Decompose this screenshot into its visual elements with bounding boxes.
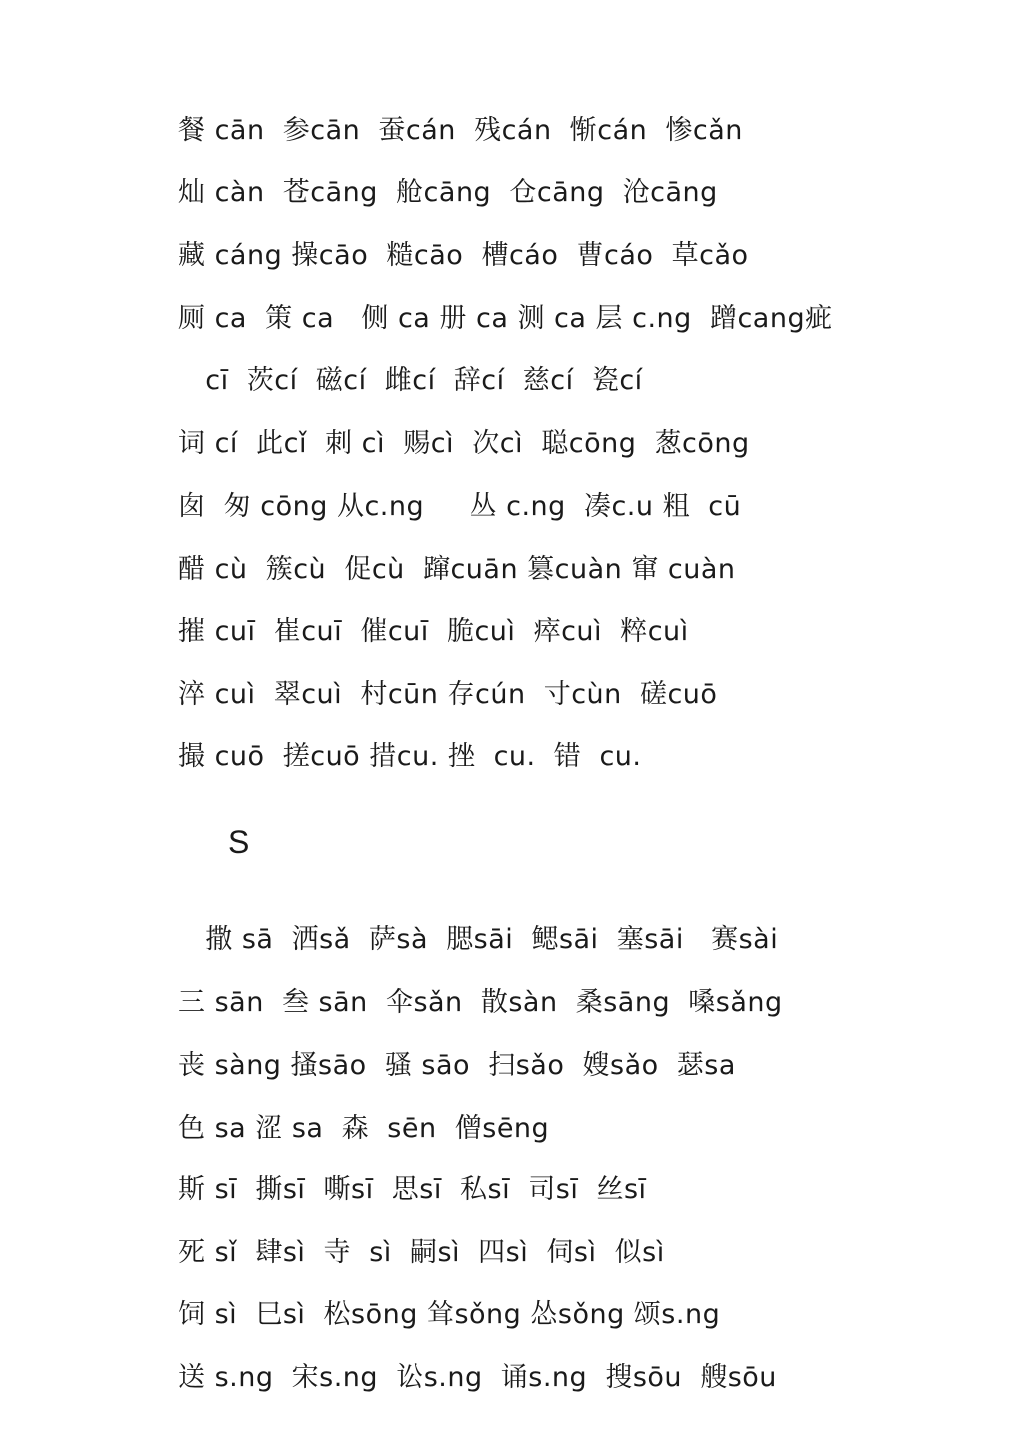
text-line-c-3: 藏 cáng 操cāo 糙cāo 槽cáo 曹cáo 草cǎo	[178, 240, 749, 271]
text-line-c-8: 醋 cù 簇cù 促cù 蹿cuān 篡cuàn 窜 cuàn	[178, 554, 736, 585]
text-line-c-1: 餐 cān 参cān 蚕cán 残cán 惭cán 惨cǎn	[178, 115, 743, 146]
text-line-s-3: 丧 sàng 搔sāo 骚 sāo 扫sǎo 嫂sǎo 瑟sa	[178, 1050, 736, 1081]
text-line-s-5: 斯 sī 撕sī 嘶sī 思sī 私sī 司sī 丝sī	[178, 1174, 647, 1205]
text-line-s-2: 三 sān 叁 sān 伞sǎn 散sàn 桑sāng 嗓sǎng	[178, 987, 783, 1018]
text-line-s-8: 送 s.ng 宋s.ng 讼s.ng 诵s.ng 搜sōu 艘sōu	[178, 1362, 777, 1393]
text-line-s-4: 色 sa 涩 sa 森 sēn 僧sēng	[178, 1113, 550, 1144]
text-line-c-10: 淬 cuì 翠cuì 村cūn 存cún 寸cùn 磋cuō	[178, 679, 718, 710]
text-line-c-2: 灿 càn 苍cāng 舱cāng 仓cāng 沧cāng	[178, 177, 718, 208]
text-line-c-4: 厕 ca 策 ca 侧 ca 册 ca 测 ca 层 c.ng 蹭cang疵	[178, 303, 833, 334]
text-line-c-9: 摧 cuī 崔cuī 催cuī 脆cuì 瘁cuì 粹cuì	[178, 616, 689, 647]
text-line-c-11: 撮 cuō 搓cuō 措cu. 挫 cu. 错 cu.	[178, 741, 642, 772]
text-line-s-1: 撒 sā 洒sǎ 萨sà 腮sāi 鳃sāi 塞sāi 赛sài	[178, 924, 779, 955]
section-heading-s: S	[228, 824, 250, 860]
text-line-c-5: cī 茨cí 磁cí 雌cí 辞cí 慈cí 瓷cí	[178, 365, 643, 396]
text-line-s-6: 死 sǐ 肆sì 寺 sì 嗣sì 四sì 伺sì 似sì	[178, 1237, 665, 1268]
text-line-s-7: 饲 sì 巳sì 松sōng 耸sǒng 怂sǒng 颂s.ng	[178, 1299, 721, 1330]
text-line-c-7: 囱 匆 cōng 从c.ng 丛 c.ng 凑c.u 粗 cū	[178, 491, 742, 522]
text-line-c-6: 词 cí 此cǐ 刺 cì 赐cì 次cì 聪cōng 葱cōng	[178, 428, 750, 459]
